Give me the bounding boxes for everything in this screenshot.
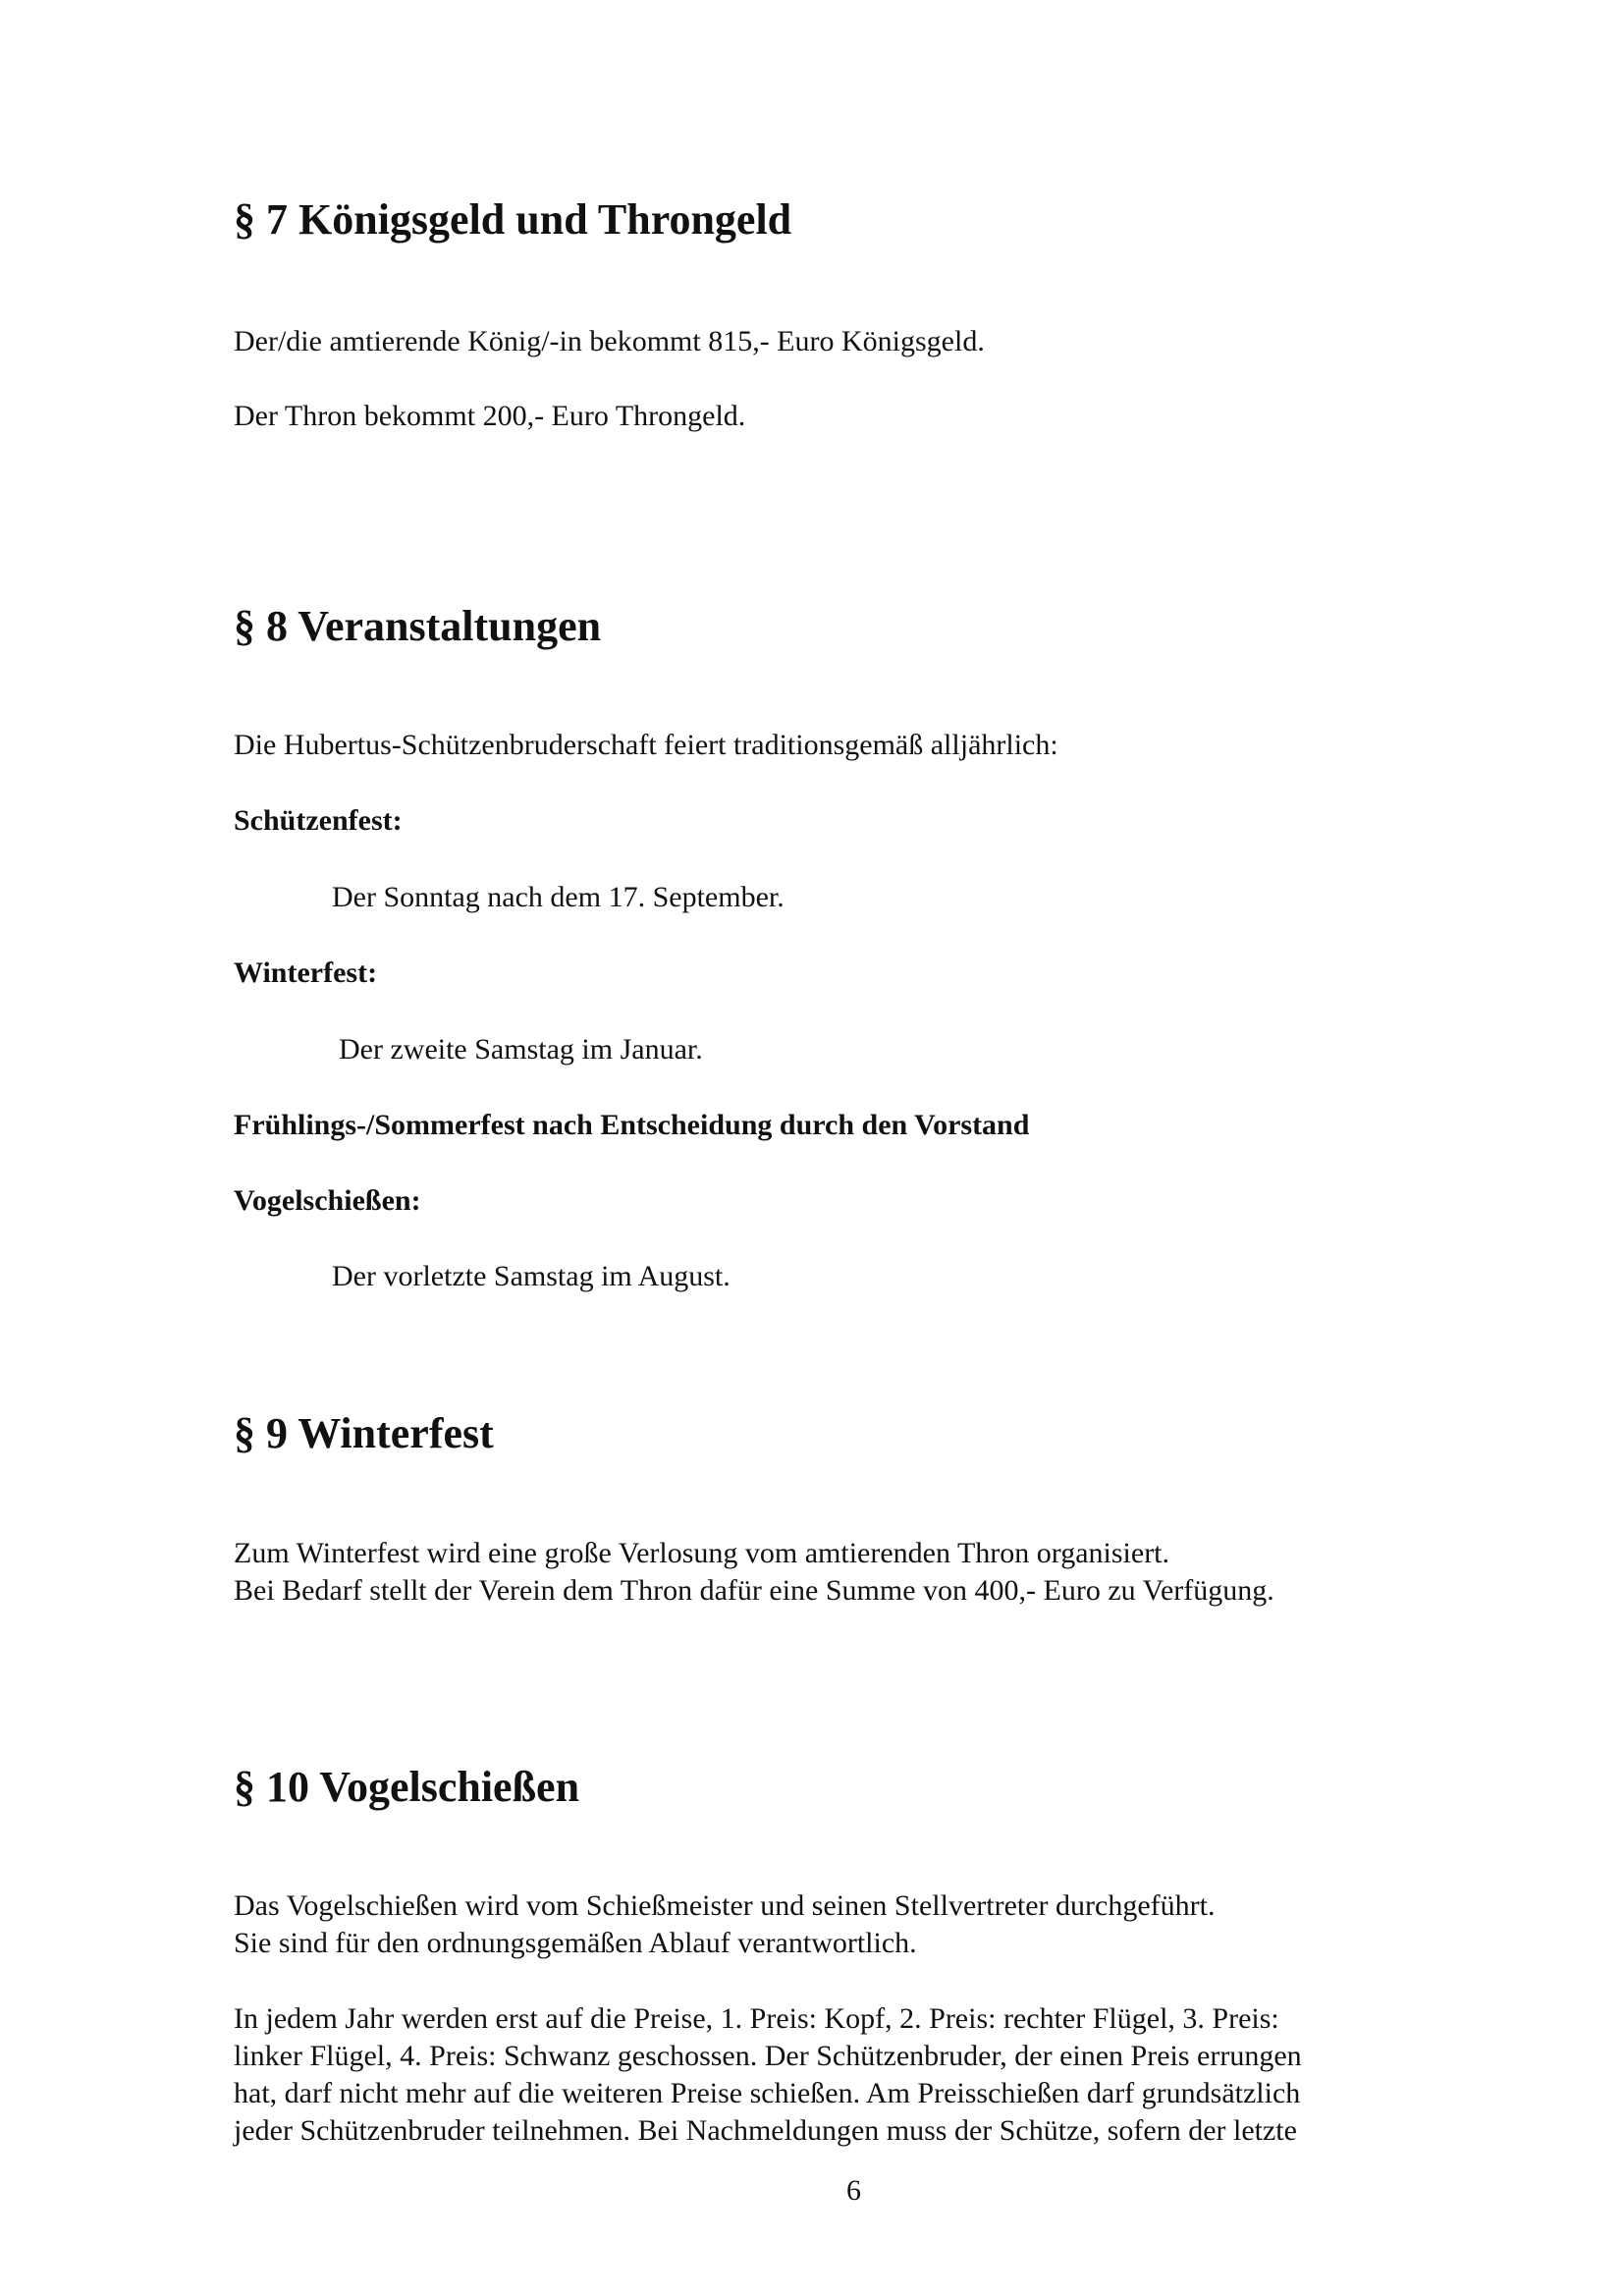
winterfest-date: Der zweite Samstag im Januar. [339,1033,703,1066]
section-10-paragraph-1 [234,1887,1215,1962]
section-10-p2-line-1: In jedem Jahr werden erst auf die Preise, 1. Preis: Kopf, 2. Preis: rechter Flügel, 3. Preis: [234,2002,1279,2035]
section-8-intro: Die Hubertus-Schützenbruderschaft feiert traditionsgemäß alljährlich: [234,729,1058,761]
winterfest-label: Winterfest: [234,957,378,989]
section-10-heading: § 10 Vogelschießen [234,1763,580,1811]
section-10-p1-line-2: Sie sind für den ordnungsgemäßen Ablauf verantwortlich. [234,1927,917,1959]
section-7-line-2: Der Thron bekommt 200,- Euro Throngeld. [234,400,746,432]
section-10-p2-line-4: jeder Schützenbruder teilnehmen. Bei Nachmeldungen muss der Schütze, sofern der letzte [234,2114,1297,2147]
page-number: 6 [846,2174,861,2207]
section-10-p2-line-2: linker Flügel, 4. Preis: Schwanz geschossen. Der Schützenbruder, der einen Preis errungen [234,2040,1302,2072]
schuetzenfest-date: Der Sonntag nach dem 17. September. [332,881,785,913]
section-9-heading: § 9 Winterfest [234,1409,494,1457]
section-10-p2-line-3: hat, darf nicht mehr auf die weiteren Preise schießen. Am Preisschießen darf grundsätzlich [234,2077,1301,2109]
fruehlings-sommerfest-label: Frühlings-/Sommerfest nach Entscheidung durch den Vorstand [234,1109,1030,1141]
section-10-p1-line-1: Das Vogelschießen wird vom Schießmeister und seinen Stellvertreter durchgeführt. [234,1889,1216,1922]
section-9-line-2: Bei Bedarf stellt der Verein dem Thron dafür eine Summe von 400,- Euro zu Verfügung. [234,1574,1274,1607]
section-7-line-1: Der/die amtierende König/-in bekommt 815,- Euro Königsgeld. [234,325,985,357]
section-9-paragraph [234,1535,1274,1610]
schuetzenfest-label: Schützenfest: [234,804,403,837]
section-9-line-1: Zum Winterfest wird eine große Verlosung vom amtierenden Thron organisiert. [234,1537,1170,1569]
vogelschiessen-date: Der vorletzte Samstag im August. [332,1260,731,1292]
vogelschiessen-label: Vogelschießen: [234,1184,421,1217]
section-8-heading: § 8 Veranstaltungen [234,602,602,650]
section-10-paragraph-2 [234,2000,1302,2150]
section-7-heading: § 7 Königsgeld und Throngeld [234,195,792,244]
